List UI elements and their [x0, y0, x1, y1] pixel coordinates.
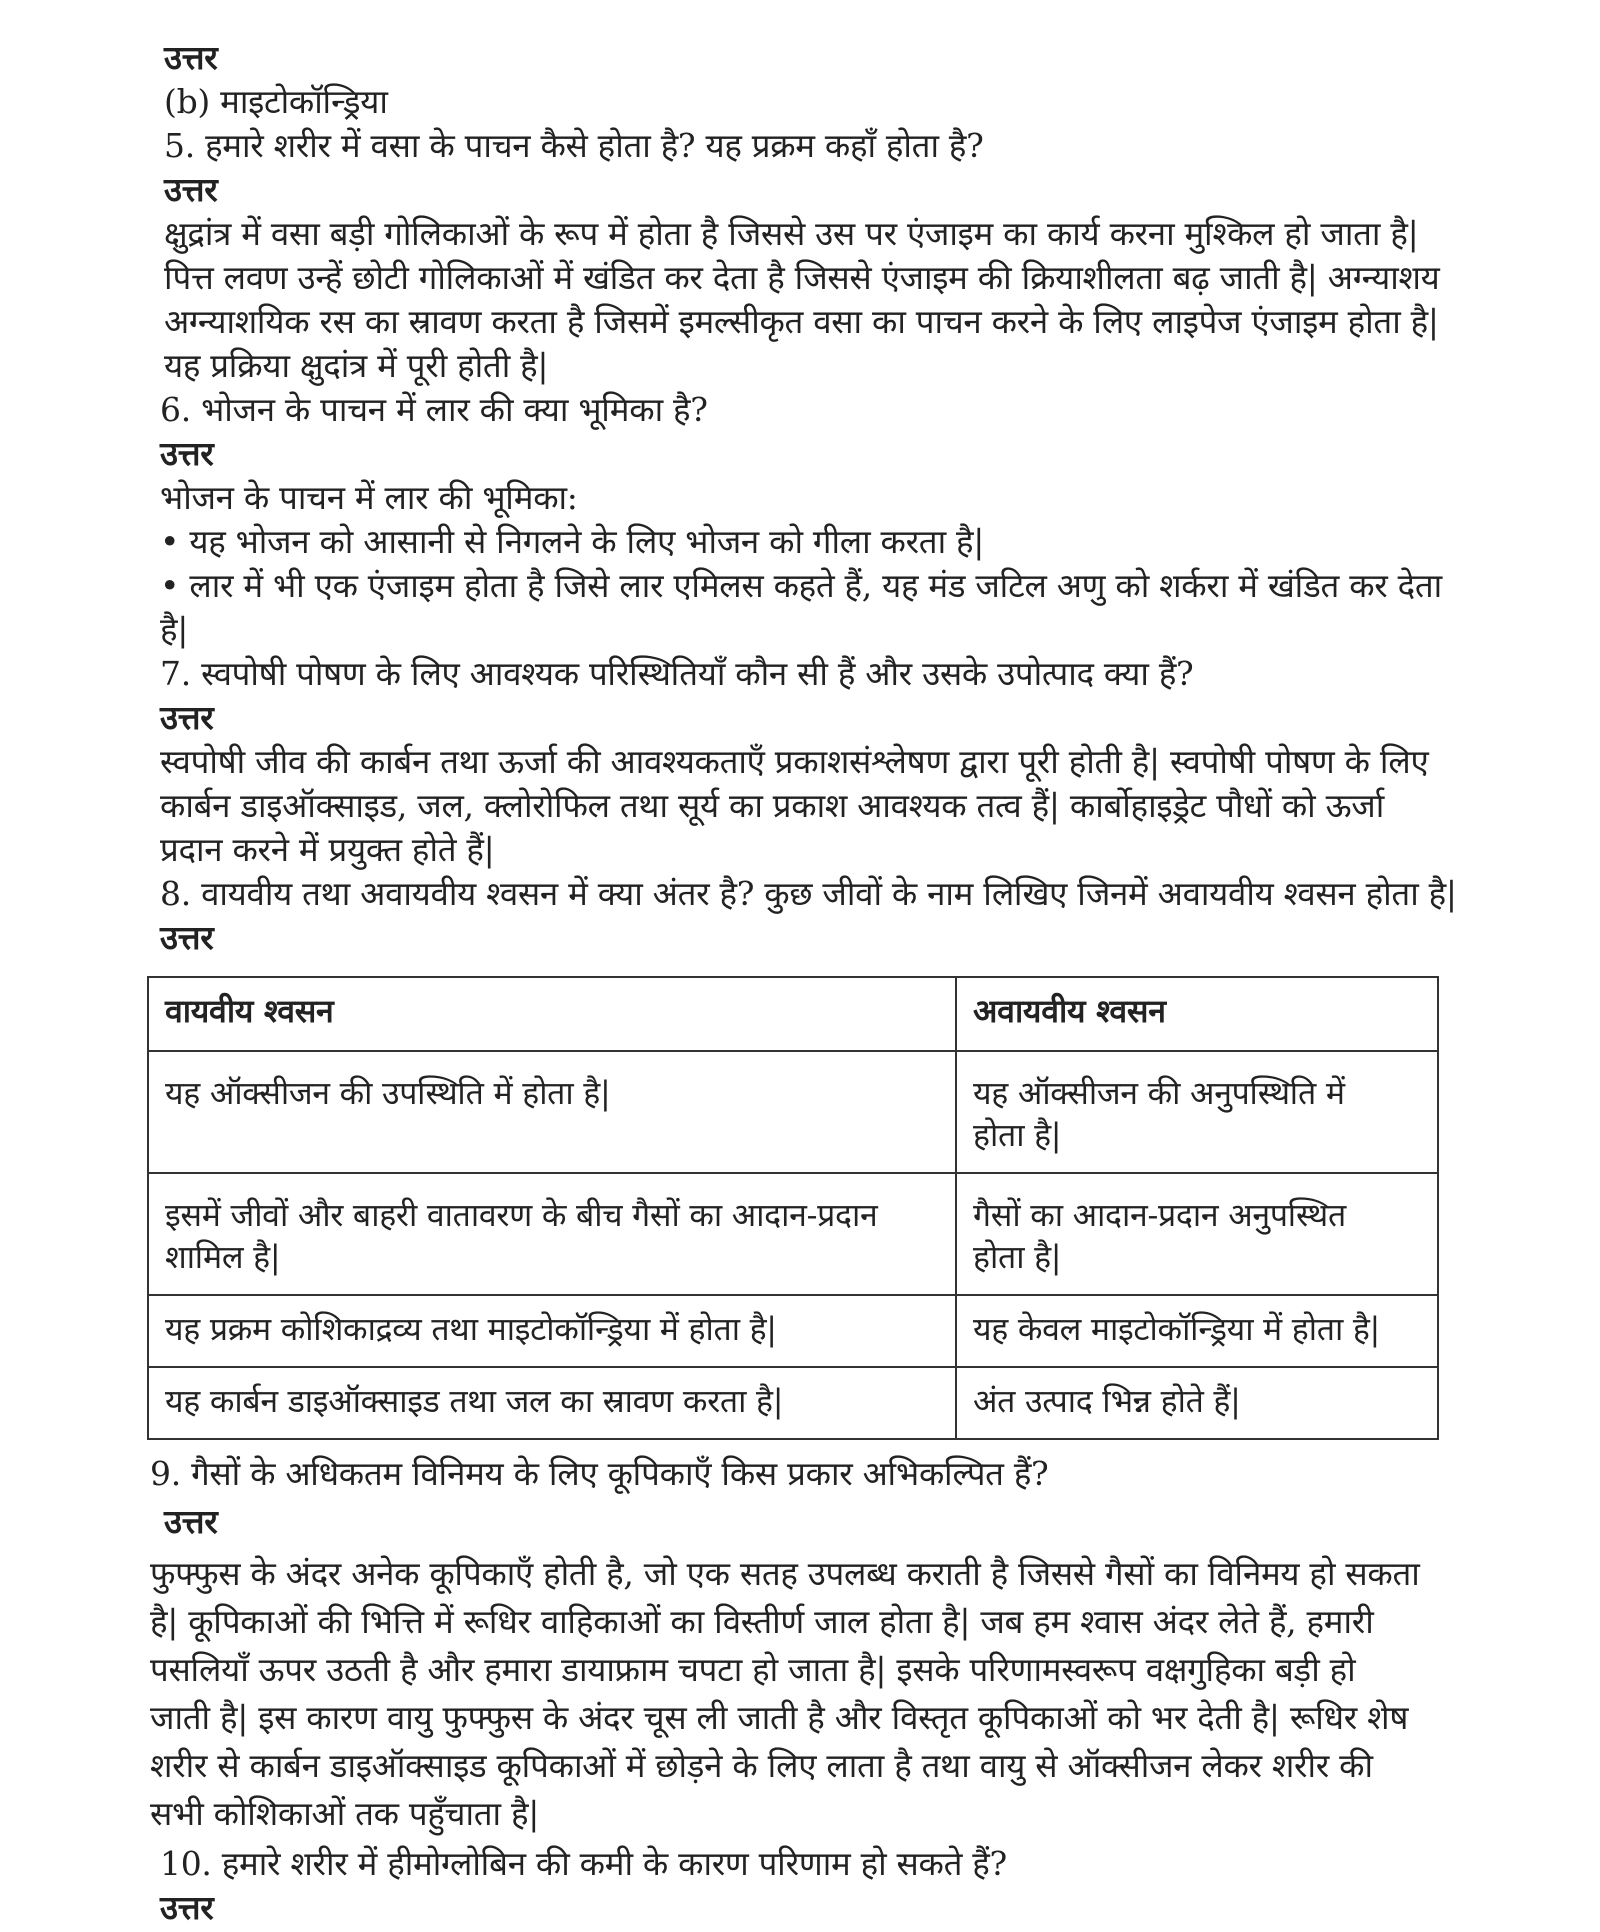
- answer-heading: उत्तर: [160, 698, 214, 737]
- answer-text: पित्त लवण उन्हें छोटी गोलिकाओं में खंडित कर देता है जिससे एंजाइम की क्रियाशीलता बढ़ जाती है| अग्न्याशय: [164, 258, 1440, 297]
- question-7: 7. स्वपोषी पोषण के लिए आवश्यक परिस्थितियाँ कौन सी हैं और उसके उपोत्पाद क्या हैं?: [160, 654, 1194, 693]
- bullet-item: • यह भोजन को आसानी से निगलने के लिए भोजन को गीला करता है|: [160, 522, 985, 561]
- cell-line: गैसों का आदान-प्रदान अनुपस्थित: [973, 1196, 1346, 1234]
- table-cell: यह ऑक्सीजन की उपस्थिति में होता है|: [148, 1051, 956, 1173]
- table-cell: [956, 1051, 1438, 1173]
- answer-text: प्रदान करने में प्रयुक्त होते हैं|: [160, 830, 495, 869]
- answer-text: जाती है| इस कारण वायु फुफ्फुस के अंदर चूस ली जाती है और विस्तृत कूपिकाओं को भर देती है| रूधिर शेष: [150, 1698, 1409, 1737]
- table-cell: अंत उत्पाद भिन्न होते हैं|: [956, 1367, 1438, 1439]
- answer-heading: उत्तर: [160, 434, 214, 473]
- cell-line: इसमें जीवों और बाहरी वातावरण के बीच गैसों का आदान-प्रदान: [165, 1196, 878, 1234]
- answer-heading: उत्तर: [164, 38, 218, 77]
- table-row: [148, 1295, 1438, 1367]
- answer-text: फुफ्फुस के अंदर अनेक कूपिकाएँ होती है, जो एक सतह उपलब्ध कराती है जिससे गैसों का विनिमय हो सकता: [150, 1554, 1420, 1593]
- cell-line: होता है|: [973, 1116, 1062, 1154]
- answer-text: है| कूपिकाओं की भित्ति में रूधिर वाहिकाओं का विस्तीर्ण जाल होता है| जब हम श्वास अंदर लेते हैं, हमारी: [150, 1602, 1374, 1641]
- answer-heading: उत्तर: [164, 170, 218, 209]
- table-cell: यह प्रक्रम कोशिकाद्रव्य तथा माइटोकॉन्ड्रिया में होता है|: [148, 1295, 956, 1367]
- question-9: 9. गैसों के अधिकतम विनिमय के लिए कूपिकाएँ किस प्रकार अभिकल्पित हैं?: [150, 1454, 1049, 1493]
- table-cell: [148, 1173, 956, 1295]
- answer-text: सभी कोशिकाओं तक पहुँचाता है|: [150, 1794, 540, 1833]
- answer-text: अग्न्याशयिक रस का स्रावण करता है जिसमें इमल्सीकृत वसा का पाचन करने के लिए लाइपेज एंजाइम होता है|: [164, 302, 1439, 341]
- table-row: [148, 1173, 1438, 1295]
- cell-line: यह ऑक्सीजन की अनुपस्थिति में: [973, 1074, 1345, 1112]
- answer-heading: उत्तर: [160, 918, 214, 957]
- answer-text: पसलियाँ ऊपर उठती है और हमारा डायाफ्राम चपटा हो जाता है| इसके परिणामस्वरूप वक्षगुहिका बड़ी हो: [150, 1650, 1356, 1689]
- cell-line: होता है|: [973, 1238, 1062, 1276]
- answer-text: (b) माइटोकॉन्ड्रिया: [164, 82, 388, 121]
- question-6: 6. भोजन के पाचन में लार की क्या भूमिका है?: [160, 390, 708, 429]
- answer-text: शरीर से कार्बन डाइऑक्साइड कूपिकाओं में छोड़ने के लिए लाता है तथा वायु से ऑक्सीजन लेकर शरीर की: [150, 1746, 1373, 1785]
- table-header-anaerobic: अवायवीय श्वसन: [956, 977, 1438, 1051]
- answer-text: स्वपोषी जीव की कार्बन तथा ऊर्जा की आवश्यकताएँ प्रकाशसंश्लेषण द्वारा पूरी होती है| स्वपोषी पोषण के लिए: [160, 742, 1429, 781]
- table-cell: [956, 1173, 1438, 1295]
- cell-line: शामिल है|: [165, 1238, 281, 1276]
- table-cell: यह केवल माइटोकॉन्ड्रिया में होता है|: [956, 1295, 1438, 1367]
- question-10: 10. हमारे शरीर में हीमोग्लोबिन की कमी के कारण परिणाम हो सकते हैं?: [160, 1844, 1007, 1883]
- table-cell: यह कार्बन डाइऑक्साइड तथा जल का स्रावण करता है|: [148, 1367, 956, 1439]
- comparison-table: [147, 976, 1439, 1440]
- question-5: 5. हमारे शरीर में वसा के पाचन कैसे होता है? यह प्रक्रम कहाँ होता है?: [164, 126, 984, 165]
- bullet-item: • लार में भी एक एंजाइम होता है जिसे लार एमिलस कहते हैं, यह मंड जटिल अणु को शर्करा में खंडित कर देता: [160, 566, 1442, 605]
- table-header-aerobic: वायवीय श्वसन: [148, 977, 956, 1051]
- table-header-row: [148, 977, 1438, 1051]
- answer-text: यह प्रक्रिया क्षुदांत्र में पूरी होती है|: [164, 346, 549, 385]
- table-row: [148, 1051, 1438, 1173]
- answer-text: है|: [160, 610, 189, 649]
- answer-text: कार्बन डाइऑक्साइड, जल, क्लोरोफिल तथा सूर्य का प्रकाश आवश्यक तत्व हैं| कार्बोहाइड्रेट पौधों को ऊर्जा: [160, 786, 1384, 825]
- answer-text: क्षुद्रांत्र में वसा बड़ी गोलिकाओं के रूप में होता है जिससे उस पर एंजाइम का कार्य करना मुश्किल हो जाता है|: [164, 214, 1419, 253]
- question-8: 8. वायवीय तथा अवायवीय श्वसन में क्या अंतर है? कुछ जीवों के नाम लिखिए जिनमें अवायवीय श्वसन होता है|: [160, 874, 1457, 913]
- answer-text: भोजन के पाचन में लार की भूमिका:: [160, 478, 578, 517]
- answer-heading: उत्तर: [164, 1502, 218, 1541]
- answer-heading: उत्तर: [160, 1888, 214, 1927]
- table-row: [148, 1367, 1438, 1439]
